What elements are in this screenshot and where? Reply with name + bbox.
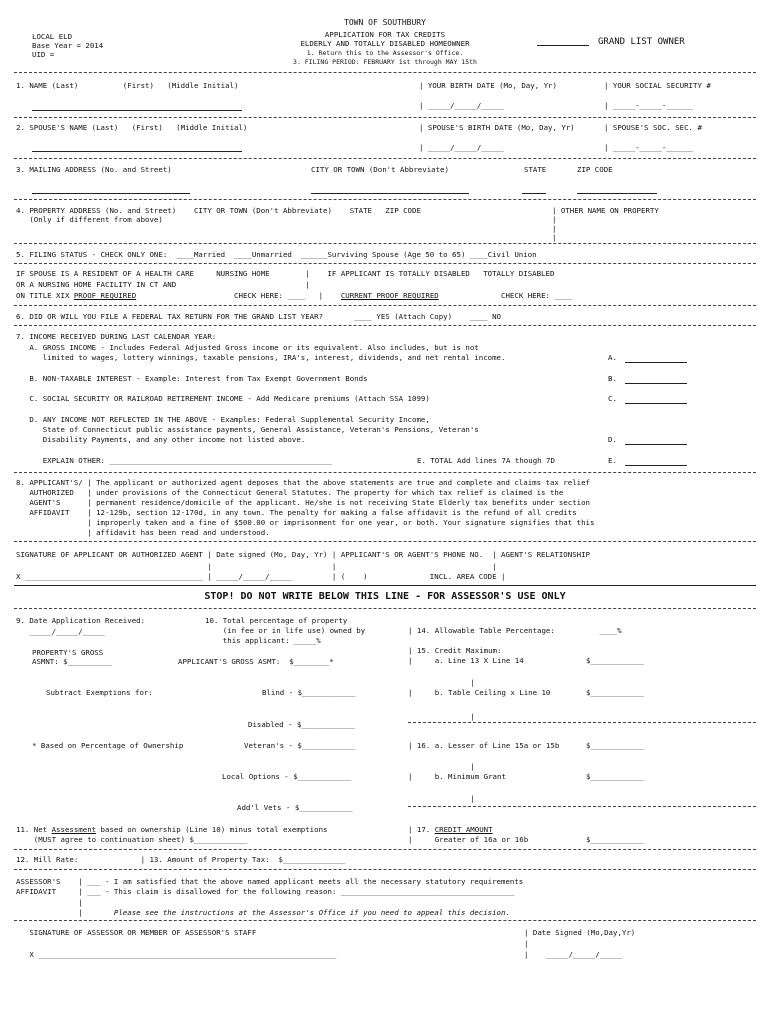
title-xix-label: ON TITLE XIX — [16, 291, 74, 300]
affidavit-line-5: | improperly taken and a fine of $500.00 or imprisonment for one year, or both. Your signature signifies that this — [16, 518, 595, 527]
spouse-birth-label: | SPOUSE'S BIRTH DATE (Mo, Day, Yr) — [419, 123, 575, 132]
assessor-signature-field[interactable]: X ___________________________________________________________________ — [16, 950, 337, 959]
divider — [14, 72, 756, 73]
disabled-check[interactable]: CHECK HERE: ____ — [438, 291, 573, 300]
proof-required: PROOF REQUIRED — [73, 291, 137, 300]
divider — [14, 325, 756, 326]
ownership-note: * Based on Percentage of Ownership — [32, 741, 184, 750]
divider — [14, 117, 756, 118]
explain-other-field[interactable]: EXPLAIN OTHER: __________________________________________________ — [16, 456, 332, 465]
column-bar: | — [524, 939, 529, 948]
ssn-field[interactable]: | _____-_____-______ — [604, 101, 693, 110]
line-c-field[interactable] — [625, 403, 687, 404]
line-e-field[interactable] — [625, 465, 687, 466]
affidavit-line-1: 8. APPLICANT'S/ | The applicant or authorized agent deposes that the above statements are true and complete and claims tax relief — [16, 478, 590, 487]
divider — [14, 199, 756, 200]
non-taxable-interest: B. NON-TAXABLE INTEREST - Example: Interest from Tax Exempt Government Bonds — [16, 374, 368, 383]
zip-label: ZIP CODE — [577, 165, 613, 174]
gross-income-line-1: A. GROSS INCOME - Includes Federal Adjusted Gross income or its equivalent. Also includes, but is not — [16, 343, 479, 352]
instruction-2: 3. FILING PERIOD: FEBRUARY 1st through MAY 15th — [293, 58, 477, 66]
column-bar: | — [552, 215, 557, 224]
mill-rate-tax-row[interactable]: 12. Mill Rate: | 13. Amount of Property Tax: $______________ — [16, 855, 346, 864]
gross-income-line-2: limited to wages, lottery winnings, taxable pensions, IRA's, interest, dividends, and net rental income. — [16, 353, 506, 362]
uid-label: UID = — [32, 50, 55, 59]
signature-fields[interactable]: X ________________________________________ | _____/_____/_____ | ( ) INCL. AREA CODE | — [16, 572, 506, 581]
divider — [14, 263, 756, 264]
mailing-address-field[interactable] — [32, 193, 190, 194]
spouse-birth-field[interactable]: | _____/_____/_____ — [419, 143, 504, 152]
line-17-label: | 17. — [408, 825, 435, 834]
ownership-pct-line-2: (in fee or in life use) owned by — [205, 626, 366, 635]
divider — [14, 472, 756, 473]
ownership-pct-field[interactable]: this applicant: _____% — [205, 636, 321, 645]
grand-list-owner: GRAND LIST OWNER — [598, 37, 685, 47]
divider — [14, 849, 756, 850]
blind-exemption[interactable]: Blind - $____________ — [262, 688, 356, 697]
signature-spacer: | | | — [16, 562, 497, 571]
nursing-check[interactable]: CHECK HERE: ____ | — [136, 291, 341, 300]
divider — [14, 920, 756, 921]
other-income-line-1: D. ANY INCOME NOT REFLECTED IN THE ABOVE - Examples: Federal Supplemental Security Income, — [16, 415, 430, 424]
current-proof-required: CURRENT PROOF REQUIRED — [340, 291, 439, 300]
disabled-exemption[interactable]: Disabled - $____________ — [248, 720, 355, 729]
local-options-exemption[interactable]: Local Options - $____________ — [222, 772, 352, 781]
social-security-income: C. SOCIAL SECURITY OR RAILROAD RETIREMENT INCOME - Add Medicare premiums (Attach SSA 1099) — [16, 394, 430, 403]
health-care-line-1: IF SPOUSE IS A RESIDENT OF A HEALTH CARE NURSING HOME | IF APPLICANT IS TOTALLY DISABLED TOTALLY DISABLED — [16, 269, 555, 278]
spouse-ssn-field[interactable]: | _____-_____-______ — [604, 143, 693, 152]
column-bar: | — [552, 233, 557, 242]
assessor-affidavit-spacer: | — [16, 898, 83, 907]
net-assessment-desc: based on ownership (Line 10) minus total exemptions — [96, 825, 328, 834]
assessor-signature-label: SIGNATURE OF ASSESSOR OR MEMBER OF ASSESSOR'S STAFF — [16, 928, 257, 937]
credit-amount-field[interactable]: | Greater of 16a or 16b $____________ — [408, 835, 644, 844]
name-field[interactable] — [32, 110, 242, 111]
assessor-date-label: | Date Signed (Mo,Day,Yr) — [524, 928, 636, 937]
column-bar: | — [408, 794, 475, 803]
line-e-label: E. — [608, 456, 617, 465]
total-income-label: E. TOTAL Add lines 7A though 7D — [417, 456, 555, 465]
spouse-name-label: 2. SPOUSE'S NAME (Last) (First) (Middle Initial) — [16, 123, 248, 132]
divider — [14, 158, 756, 159]
name-label: 1. NAME (Last) (First) (Middle Initial) — [16, 81, 239, 90]
divider — [14, 243, 756, 244]
income-header: 7. INCOME RECEIVED DURING LAST CALENDAR YEAR: — [16, 332, 217, 341]
table-ceiling[interactable]: | b. Table Ceiling x Line 10 $____________ — [408, 688, 644, 697]
state-label: STATE — [524, 165, 547, 174]
instruction-1: 1. Return this to the Assessor's Office. — [306, 49, 464, 57]
date-received-label: 9. Date Application Received: — [16, 616, 146, 625]
addl-vets-exemption[interactable]: Add'l Vets - $____________ — [237, 803, 353, 812]
appeal-instructions: | Please see the instructions at the Assessor's Office if you need to appeal this decision. — [16, 908, 510, 917]
grand-list-blank[interactable] — [537, 45, 589, 46]
property-gross-field[interactable]: ASMNT: $__________ — [32, 657, 113, 666]
spouse-name-field[interactable] — [32, 151, 242, 152]
form-subtitle: ELDERLY AND TOTALLY DISABLED HOMEOWNER — [300, 39, 470, 48]
column-bar: | — [408, 712, 475, 721]
other-income-line-3: Disability Payments, and any other income not listed above. — [16, 435, 306, 444]
city-field[interactable] — [311, 193, 469, 194]
credit-amount-title: CREDIT AMOUNT — [434, 825, 493, 834]
credit-max-a[interactable]: | a. Line 13 X Line 14 $____________ — [408, 656, 644, 665]
line-d-label: D. — [608, 435, 617, 444]
lesser-of-15[interactable]: | 16. a. Lesser of Line 15a or 15b $____________ — [408, 741, 644, 750]
federal-tax-question[interactable]: 6. DID OR WILL YOU FILE A FEDERAL TAX RETURN FOR THE GRAND LIST YEAR? ____ YES (Attach Copy) ____ NO — [16, 312, 501, 321]
net-assessment-field[interactable]: (MUST agree to continuation sheet) $____________ — [16, 835, 248, 844]
zip-field[interactable] — [577, 193, 657, 194]
assessor-affidavit-line-2[interactable]: AFFIDAVIT | ___ - This claim is disallowed for the following reason: _______________________________________ — [16, 887, 515, 896]
mailing-address-label: 3. MAILING ADDRESS (No. and Street) — [16, 165, 172, 174]
base-year: Base Year = 2014 — [32, 41, 104, 50]
property-address-label: 4. PROPERTY ADDRESS (No. and Street) CITY OR TOWN (Don't Abbreviate) STATE ZIP CODE — [16, 206, 421, 215]
town-name: TOWN OF SOUTHBURY — [344, 18, 426, 27]
birth-date-label: | YOUR BIRTH DATE (Mo, Day, Yr) — [419, 81, 557, 90]
column-bar: | — [552, 224, 557, 233]
minimum-grant[interactable]: | b. Minimum Grant $____________ — [408, 772, 644, 781]
form-code: LOCAL ELD — [32, 32, 73, 41]
divider — [14, 869, 756, 870]
divider — [14, 608, 756, 609]
property-address-note: (Only if different from above) — [16, 215, 163, 224]
allowable-pct[interactable]: | 14. Allowable Table Percentage: ____% — [408, 626, 622, 635]
property-gross-label: PROPERTY'S GROSS — [32, 648, 104, 657]
health-care-line-2: OR A NURSING HOME FACILITY IN CT AND | — [16, 280, 310, 289]
assessor-date-field[interactable]: | _____/_____/_____ — [524, 950, 622, 959]
form-title: APPLICATION FOR TAX CREDITS — [324, 30, 446, 39]
affidavit-line-2: AUTHORIZED | under provisions of the Connecticut General Statutes. The property for which tax relief is claimed is the — [16, 488, 564, 497]
filing-status[interactable]: 5. FILING STATUS - CHECK ONLY ONE: ____Married ____Unmarried ______Surviving Spouse (Age 50 to 65) ____Civil Union — [16, 250, 537, 259]
stop-banner: STOP! DO NOT WRITE BELOW THIS LINE - FOR ASSESSOR'S USE ONLY — [204, 591, 566, 602]
ssn-label: | YOUR SOCIAL SECURITY # — [604, 81, 711, 90]
other-income-line-2: State of Connecticut public assistance payments, General Assistance, Veteran's Pensions, Veteran's — [16, 425, 479, 434]
line-b-field[interactable] — [625, 383, 687, 384]
other-name-label: | OTHER NAME ON PROPERTY — [552, 206, 659, 215]
divider — [14, 305, 756, 306]
health-care-line-3[interactable] — [16, 291, 572, 300]
line-a-label: A. — [608, 353, 617, 362]
affidavit-line-6: | affidavit has been read and understood. — [16, 528, 270, 537]
affidavit-line-4: AFFIDAVIT | 12-129b, section 12-170d, in any town. The penalty for making a false affidavit is the refund of all credits — [16, 508, 577, 517]
column-bar: | — [408, 678, 475, 687]
signature-header: SIGNATURE OF APPLICANT OR AUTHORIZED AGENT | Date signed (Mo, Day, Yr) | APPLICANT'S OR AGENT'S PHONE NO. | AGENT'S RELATIONSHIP — [16, 550, 590, 559]
ownership-pct-line-1: 10. Total percentage of property — [205, 616, 348, 625]
divider — [14, 541, 756, 542]
state-field[interactable] — [522, 193, 546, 194]
assessment-label: Assessment — [51, 825, 97, 834]
divider — [408, 806, 756, 807]
line-c-label: C. — [608, 394, 617, 403]
subtract-exemptions-label: Subtract Exemptions for: — [46, 688, 153, 697]
divider — [14, 585, 756, 586]
affidavit-line-3: AGENT'S | permanent residence/domicile of the applicant. He/she is not receiving State Elderly tax benefits under section — [16, 498, 590, 507]
assessor-affidavit-line-1[interactable]: ASSESSOR'S | ___ - I am satisfied that the above named applicant meets all the necessary statutory requirements — [16, 877, 524, 886]
column-bar: | — [408, 762, 475, 771]
veteran-exemption[interactable]: Veteran's - $____________ — [244, 741, 356, 750]
line-a-field[interactable] — [625, 362, 687, 363]
birth-date-field[interactable]: | _____/_____/_____ — [419, 101, 504, 110]
city-label: CITY OR TOWN (Don't Abbreviate) — [311, 165, 449, 174]
line-b-label: B. — [608, 374, 617, 383]
credit-amount-label — [408, 825, 493, 834]
applicant-gross-field[interactable]: APPLICANT'S GROSS ASMT: $________* — [178, 657, 334, 666]
spouse-ssn-label: | SPOUSE'S SOC. SEC. # — [604, 123, 702, 132]
date-received-field[interactable]: _____/_____/_____ — [16, 627, 105, 636]
divider — [408, 722, 756, 723]
line-d-field[interactable] — [625, 444, 687, 445]
credit-max-label: | 15. Credit Maximum: — [408, 646, 502, 655]
net-label: 11. Net — [16, 825, 52, 834]
net-assessment-label — [16, 825, 328, 834]
